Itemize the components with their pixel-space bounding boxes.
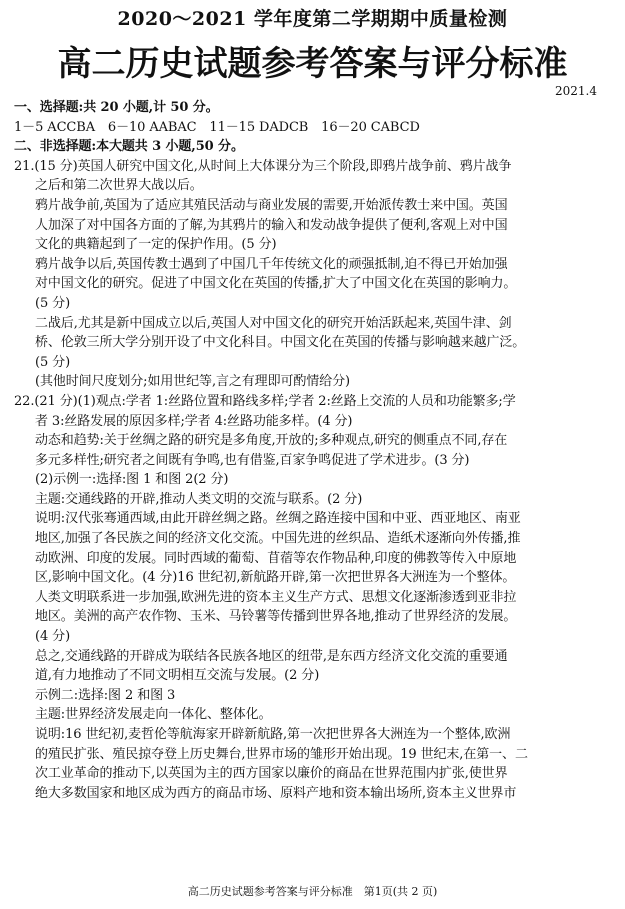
- text-line: 地区。美洲的高产农作物、玉米、马铃薯等传播到世界各地,推动了世界经济的发展。: [35, 609, 517, 625]
- text-line: 对中国文化的研究。促进了中国文化在英国的传播,扩大了中国文化在英国的影响力。: [35, 276, 517, 292]
- text-line: 之后和第二次世界大战以后。: [35, 178, 203, 194]
- document-date: 2021.4: [555, 84, 597, 98]
- text-line: 人加深了对中国各方面的了解,为其鸦片的输入和发动战争提供了便利,客观上对中国: [35, 217, 508, 233]
- text-line: 一、选择题:共 20 小题,计 50 分。: [14, 100, 219, 115]
- text-line: 鸦片战争以后,英国传教士遇到了中国几千年传统文化的顽强抵制,迫不得已开始加强: [35, 256, 508, 272]
- text-line: 1－5 ACCBA 6－10 AABAC 11－15 DADCB 16－20 CABCD: [14, 119, 420, 135]
- text-line: 者 3:丝路发展的原因多样;学者 4:丝路功能多样。(4 分): [35, 413, 353, 429]
- document-title: 高二历史试题参考答案与评分标准: [57, 44, 568, 84]
- text-line: 说明:汉代张骞通西域,由此开辟丝绸之路。丝绸之路连接中国和中亚、西亚地区、南亚: [35, 511, 521, 527]
- text-line: 的殖民扩张、殖民掠夺登上历史舞台,世界市场的雏形开始出现。19 世纪末,在第一、二: [35, 746, 528, 762]
- text-line: 二、非选择题:本大题共 3 小题,50 分。: [14, 139, 244, 155]
- text-line: (2)示例一:选择:图 1 和图 2(2 分): [35, 472, 229, 488]
- text-line: 21.(15 分)英国人研究中国文化,从时间上大体课分为三个阶段,即鸦片战争前、鸦片战争: [14, 158, 512, 174]
- text-line: (其他时间尺度划分;如用世纪等,言之有理即可酌情给分): [35, 374, 350, 390]
- text-line: 桥、伦敦三所大学分别开设了中文化科目。中国文化在英国的传播与影响越来越广泛。: [35, 335, 526, 351]
- text-line: 区,影响中国文化。(4 分)16 世纪初,新航路开辟,第一次把世界各大洲连为一个整体。: [35, 570, 516, 586]
- text-line: 动态和趋势:关于丝绸之路的研究是多角度,开放的;多种观点,研究的侧重点不同,存在: [35, 433, 508, 449]
- text-line: 地区,加强了各民族之间的经济文化交流。中国先进的丝织品、造纸术逐渐向外传播,推: [35, 531, 521, 547]
- text-line: 绝大多数国家和地区成为西方的商品市场、原料产地和资本输出场所,资本主义世界市: [35, 785, 517, 801]
- text-line: 次工业革命的推动下,以英国为主的西方国家以廉价的商品在世界范围内扩张,使世界: [35, 766, 508, 782]
- text-line: 道,有力地推动了不同文明相互交流与发展。(2 分): [35, 668, 320, 684]
- text-line: 动欧洲、印度的发展。同时西域的葡萄、苜蓿等农作物品种,印度的佛教等传入中原地: [35, 550, 517, 566]
- text-line: 鸦片战争前,英国为了适应其殖民活动与商业发展的需要,开始派传教士来中国。英国: [35, 197, 508, 213]
- text-line: 22.(21 分)(1)观点:学者 1:丝路位置和路线多样;学者 2:丝路上交流的人员和功能繁多;学: [14, 393, 516, 409]
- exam-title: 2020～2021 学年度第二学期期中质量检测: [117, 8, 508, 30]
- text-line: 文化的典籍起到了一定的保护作用。(5 分): [35, 237, 277, 253]
- text-line: 总之,交通线路的开辟成为联结各民族各地区的纽带,是东西方经济文化交流的重要通: [35, 648, 508, 664]
- text-line: 主题:交通线路的开辟,推动人类文明的交流与联系。(2 分): [35, 491, 363, 507]
- text-line: 二战后,尤其是新中国成立以后,英国人对中国文化的研究开始活跃起来,英国牛津、剑: [35, 315, 512, 331]
- text-line: (4 分): [35, 629, 71, 645]
- text-line: 多元多样性;研究者之间既有争鸣,也有借鉴,百家争鸣促进了学术进步。(3 分): [35, 452, 470, 468]
- text-line: (5 分): [35, 354, 71, 370]
- answer-body: [14, 98, 614, 803]
- text-line: 人类文明联系进一步加强,欧洲先进的资本主义生产方式、思想文化逐渐渗透到亚非拉: [35, 589, 517, 605]
- text-line: 示例二:选择:图 2 和图 3: [35, 687, 176, 703]
- text-line: (5 分): [35, 295, 71, 311]
- page-footer: 高二历史试题参考答案与评分标准 第1页(共 2 页): [187, 885, 438, 898]
- text-line: 主题:世界经济发展走向一体化、整体化。: [35, 707, 272, 723]
- text-line: 说明:16 世纪初,麦哲伦等航海家开辟新航路,第一次把世界各大洲连为一个整体,欧洲: [35, 727, 511, 742]
